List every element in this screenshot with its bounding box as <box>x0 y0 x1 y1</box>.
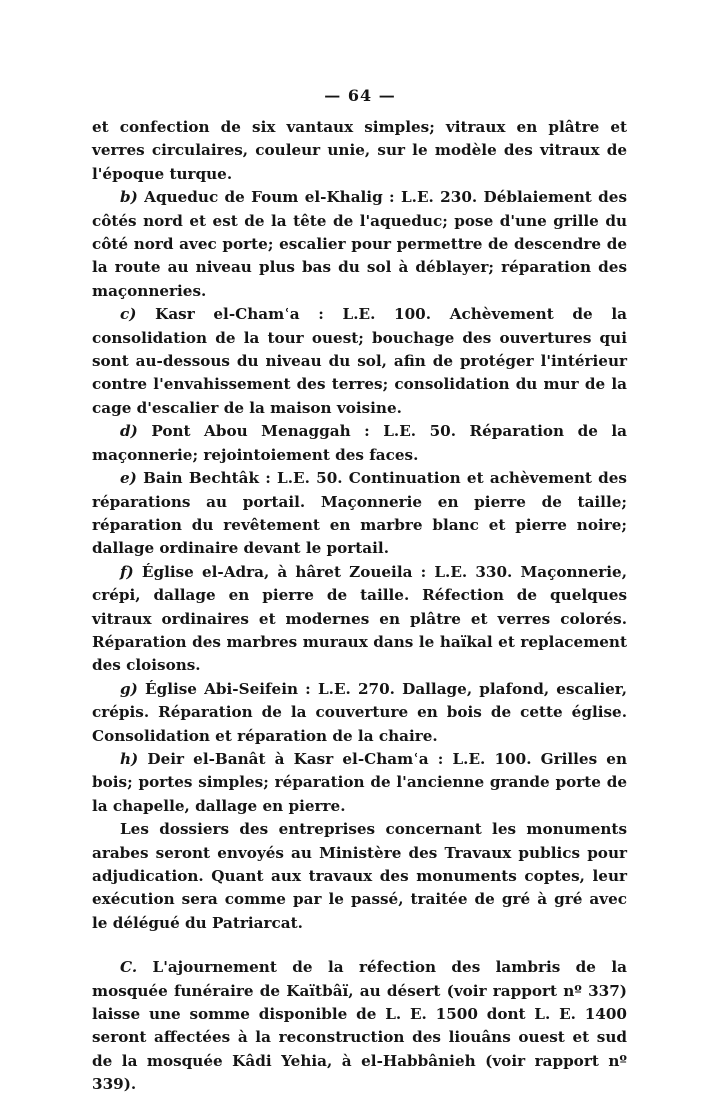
paragraph-item-h <box>92 748 627 818</box>
paragraph-text: et confection de six vantaux simples; vitraux en plâtre et verres circulaires, couleur unie, sur le modèle des vitraux de l'époque turque. <box>92 118 627 183</box>
section-marker: C. <box>120 958 138 977</box>
paragraph-text: L'ajournement de la réfection des lambris de la mosquée funéraire de Kaïtbâï, au désert (voir rapport nº 337) laisse une somme disponible de L. E. 1500 dont L. E. 1400 seront affectées à la reconstruction des liouâns ouest et sud de la mosquée Kâdi Yehia, à el-Habbânieh (voir rapport nº 339). <box>92 958 627 1094</box>
paragraph-text: Pont Abou Menaggah : L.E. 50. Réparation de la maçonnerie; rejointoiement des faces. <box>92 422 627 464</box>
paragraph-text: Bain Bechtâk : L.E. 50. Continuation et achèvement des réparations au portail. Maçonnerie en pierre de taille; réparation du revêtement en marbre blanc et pierre noire; dallage ordinaire devant le portail. <box>92 469 627 558</box>
paragraph-text: Église Abi-Seifein : L.E. 270. Dallage, plafond, escalier, crépis. Réparation de la couverture en bois de cette église. Consolidation et réparation de la chaire. <box>92 679 627 745</box>
paragraph-item-c <box>92 303 627 420</box>
paragraph-text: Les dossiers des entreprises concernant les monuments arabes seront envoyés au Ministère des Travaux publics pour adjudication. Quant aux travaux des monuments coptes, leur exécution sera comme par le passé, traitée de gré à gré avec le délégué du Patriarcat. <box>92 820 627 932</box>
paragraph-text: Aqueduc de Foum el-Khalig : L.E. 230. Déblaiement des côtés nord et est de la tête de l'aqueduc; pose d'une grille du côté nord avec porte; escalier pour permettre de descendre de la route au niveau plus bas du sol à déblayer; réparation des maçonneries. <box>92 188 627 300</box>
item-marker: e) <box>120 469 137 488</box>
paragraph-section-c <box>92 956 627 1096</box>
body-text <box>92 116 627 1097</box>
paragraph-text: Église el-Adra, à hâret Zoueila : L.E. 330. Maçonnerie, crépi, dallage en pierre de taille. Réfection de quelques vitraux ordinaires et modernes en plâtre et verres colorés. Réparation des marbres muraux dans le haïkal et replacement des cloisons. <box>92 562 627 675</box>
item-marker: d) <box>120 422 138 441</box>
item-marker: h) <box>120 749 139 768</box>
item-marker: f) <box>120 562 134 581</box>
item-marker: c) <box>120 305 137 324</box>
paragraph-item-e <box>92 467 627 561</box>
paragraph-item-d <box>92 420 627 467</box>
item-marker: g) <box>120 679 138 698</box>
paragraph-item-g <box>92 678 627 748</box>
page-number: — 64 — <box>324 86 396 105</box>
item-marker: b) <box>120 188 138 207</box>
paragraph-continuation <box>92 116 627 186</box>
paragraph-text: Kasr el-Chamʿa : L.E. 100. Achèvement de la consolidation de la tour ouest; bouchage des ouvertures qui sont au-dessous du niveau du sol, afin de protéger l'intérieur contre l'envahissement des terres; consolidation du mur de la cage d'escalier de la maison voisine. <box>92 305 627 417</box>
paragraph-text: Deir el-Banât à Kasr el-Chamʿa : L.E. 100. Grilles en bois; portes simples; réparation de l'ancienne grande porte de la chapelle, dallage en pierre. <box>92 749 627 815</box>
paragraph-item-f <box>92 561 627 678</box>
paragraph-item-b <box>92 186 627 303</box>
paragraph-dossiers <box>92 818 627 935</box>
